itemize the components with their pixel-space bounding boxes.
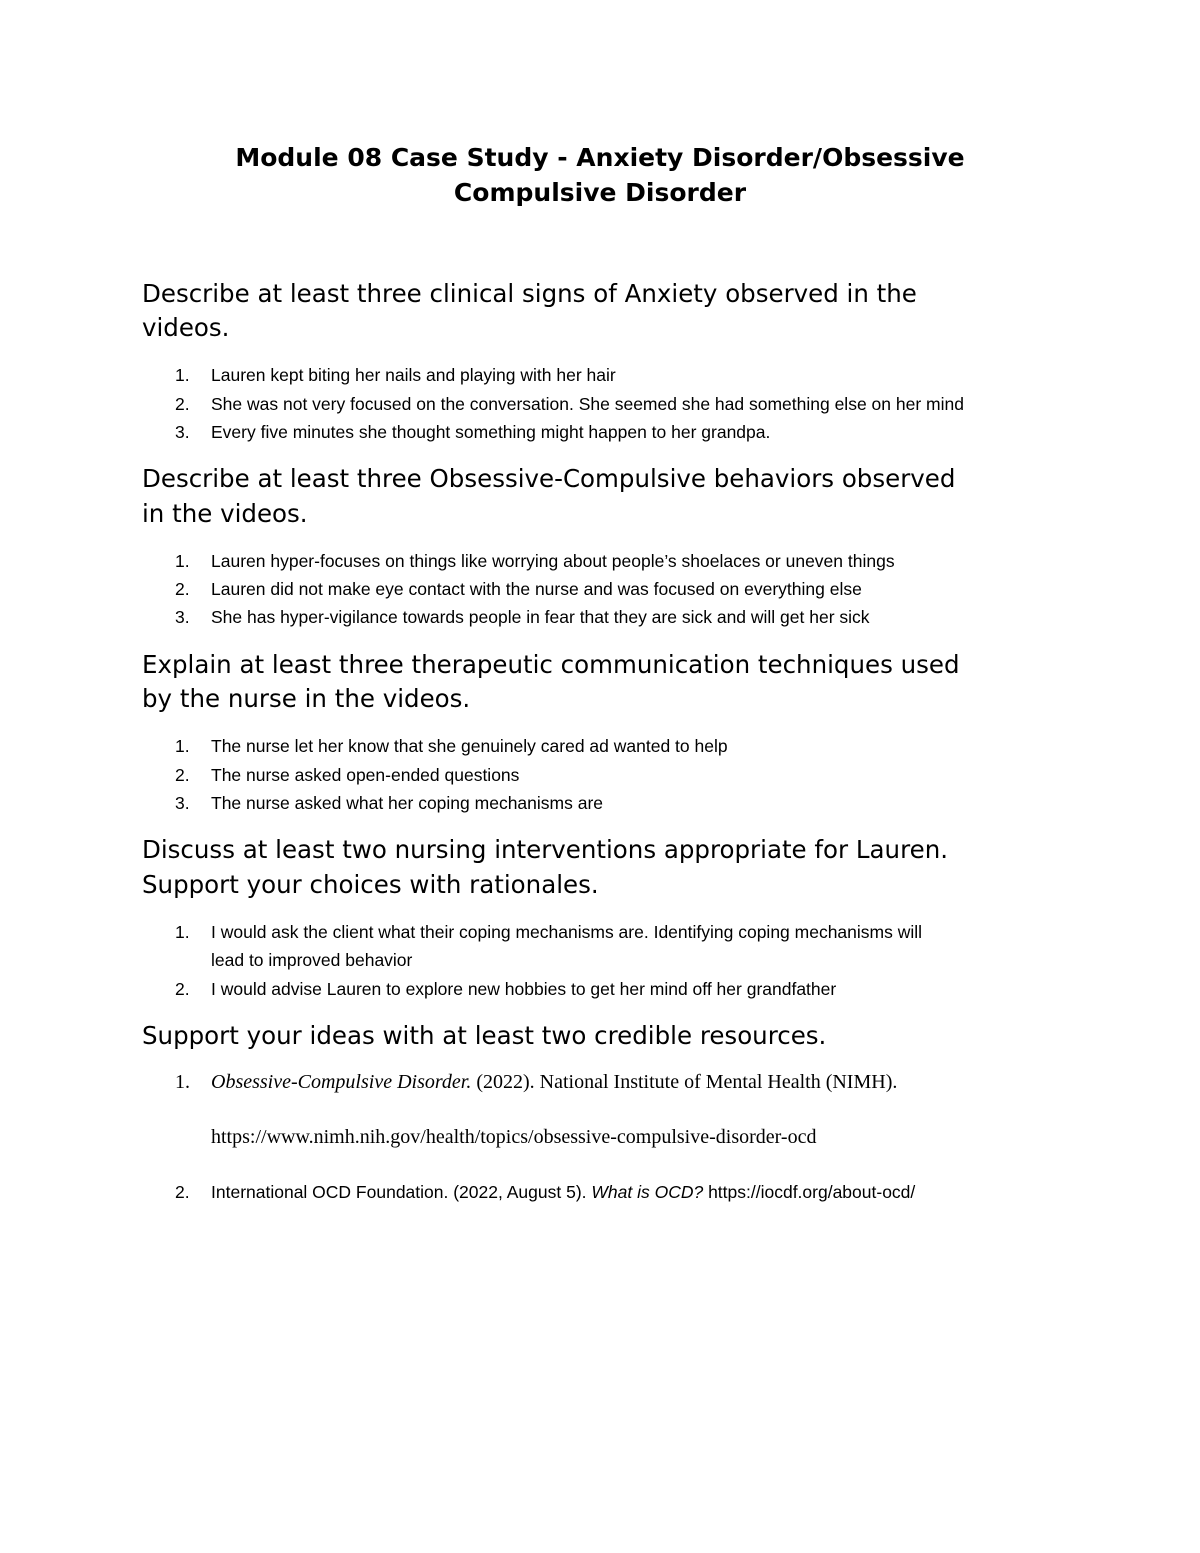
section-3-heading-line-2: by the nurse in the videos. — [142, 684, 471, 713]
list-number: 3. — [175, 607, 190, 627]
section-2-heading-line-1: Describe at least three Obsessive-Compulsive behaviors observed — [142, 464, 956, 493]
list-number: 1. — [175, 1071, 190, 1093]
list-number: 3. — [175, 422, 190, 442]
list-number: 2. — [175, 394, 190, 414]
list-number: 2. — [175, 765, 190, 785]
list-text: Every five minutes she thought something might happen to her grandpa. — [211, 422, 771, 442]
list-text: The nurse let her know that she genuinely cared ad wanted to help — [211, 736, 728, 756]
list-text: I would ask the client what their coping mechanisms are. Identifying coping mechanisms will — [211, 922, 923, 942]
reference-details: (2022). National Institute of Mental Health (NIMH). — [471, 1071, 898, 1093]
reference-url: https://www.nimh.nih.gov/health/topics/obsessive-compulsive-disorder-ocd — [211, 1126, 817, 1148]
reference-title: What is OCD? — [591, 1182, 704, 1202]
reference-author-date: International OCD Foundation. (2022, August 5). — [211, 1182, 592, 1202]
list-number: 2. — [175, 1182, 190, 1202]
reference-title: Obsessive-Compulsive Disorder. — [211, 1071, 472, 1093]
section-2-heading-line-2: in the videos. — [142, 499, 308, 528]
section-3-heading-line-1: Explain at least three therapeutic communication techniques used — [142, 650, 960, 679]
list-number: 1. — [175, 551, 190, 571]
list-number: 1. — [175, 736, 190, 756]
reference-text — [211, 1178, 1061, 1206]
section-4-heading-line-2: Support your choices with rationales. — [142, 870, 599, 899]
list-text: Lauren hyper-focuses on things like worrying about people’s shoelaces or uneven things — [211, 551, 895, 571]
list-number: 1. — [175, 922, 190, 942]
list-number: 2. — [175, 579, 190, 599]
list-number: 1. — [175, 365, 190, 385]
list-text: She was not very focused on the conversation. She seemed she had something else on her mind — [211, 394, 964, 414]
section-1-heading-line-1: Describe at least three clinical signs of Anxiety observed in the — [142, 279, 917, 308]
reference-text — [211, 1068, 1061, 1096]
section-5-heading: Support your ideas with at least two credible resources. — [142, 1021, 827, 1050]
list-text: lead to improved behavior — [211, 950, 413, 970]
list-text: The nurse asked open-ended questions — [211, 765, 520, 785]
list-text: She has hyper-vigilance towards people in fear that they are sick and will get her sick — [211, 607, 870, 627]
list-text: Lauren kept biting her nails and playing with her hair — [211, 365, 616, 385]
reference-url: https://iocdf.org/about-ocd/ — [703, 1182, 916, 1202]
list-text: I would advise Lauren to explore new hobbies to get her mind off her grandfather — [211, 979, 837, 999]
document-title-line-2: Compulsive Disorder — [453, 178, 747, 207]
list-text: The nurse asked what her coping mechanisms are — [211, 793, 604, 813]
section-1-heading-line-2: videos. — [142, 313, 230, 342]
list-text: Lauren did not make eye contact with the nurse and was focused on everything else — [211, 579, 862, 599]
list-number: 2. — [175, 979, 190, 999]
section-4-heading-line-1: Discuss at least two nursing interventions appropriate for Lauren. — [142, 835, 949, 864]
document-title-line-1: Module 08 Case Study - Anxiety Disorder/Obsessive — [235, 143, 965, 172]
list-number: 3. — [175, 793, 190, 813]
